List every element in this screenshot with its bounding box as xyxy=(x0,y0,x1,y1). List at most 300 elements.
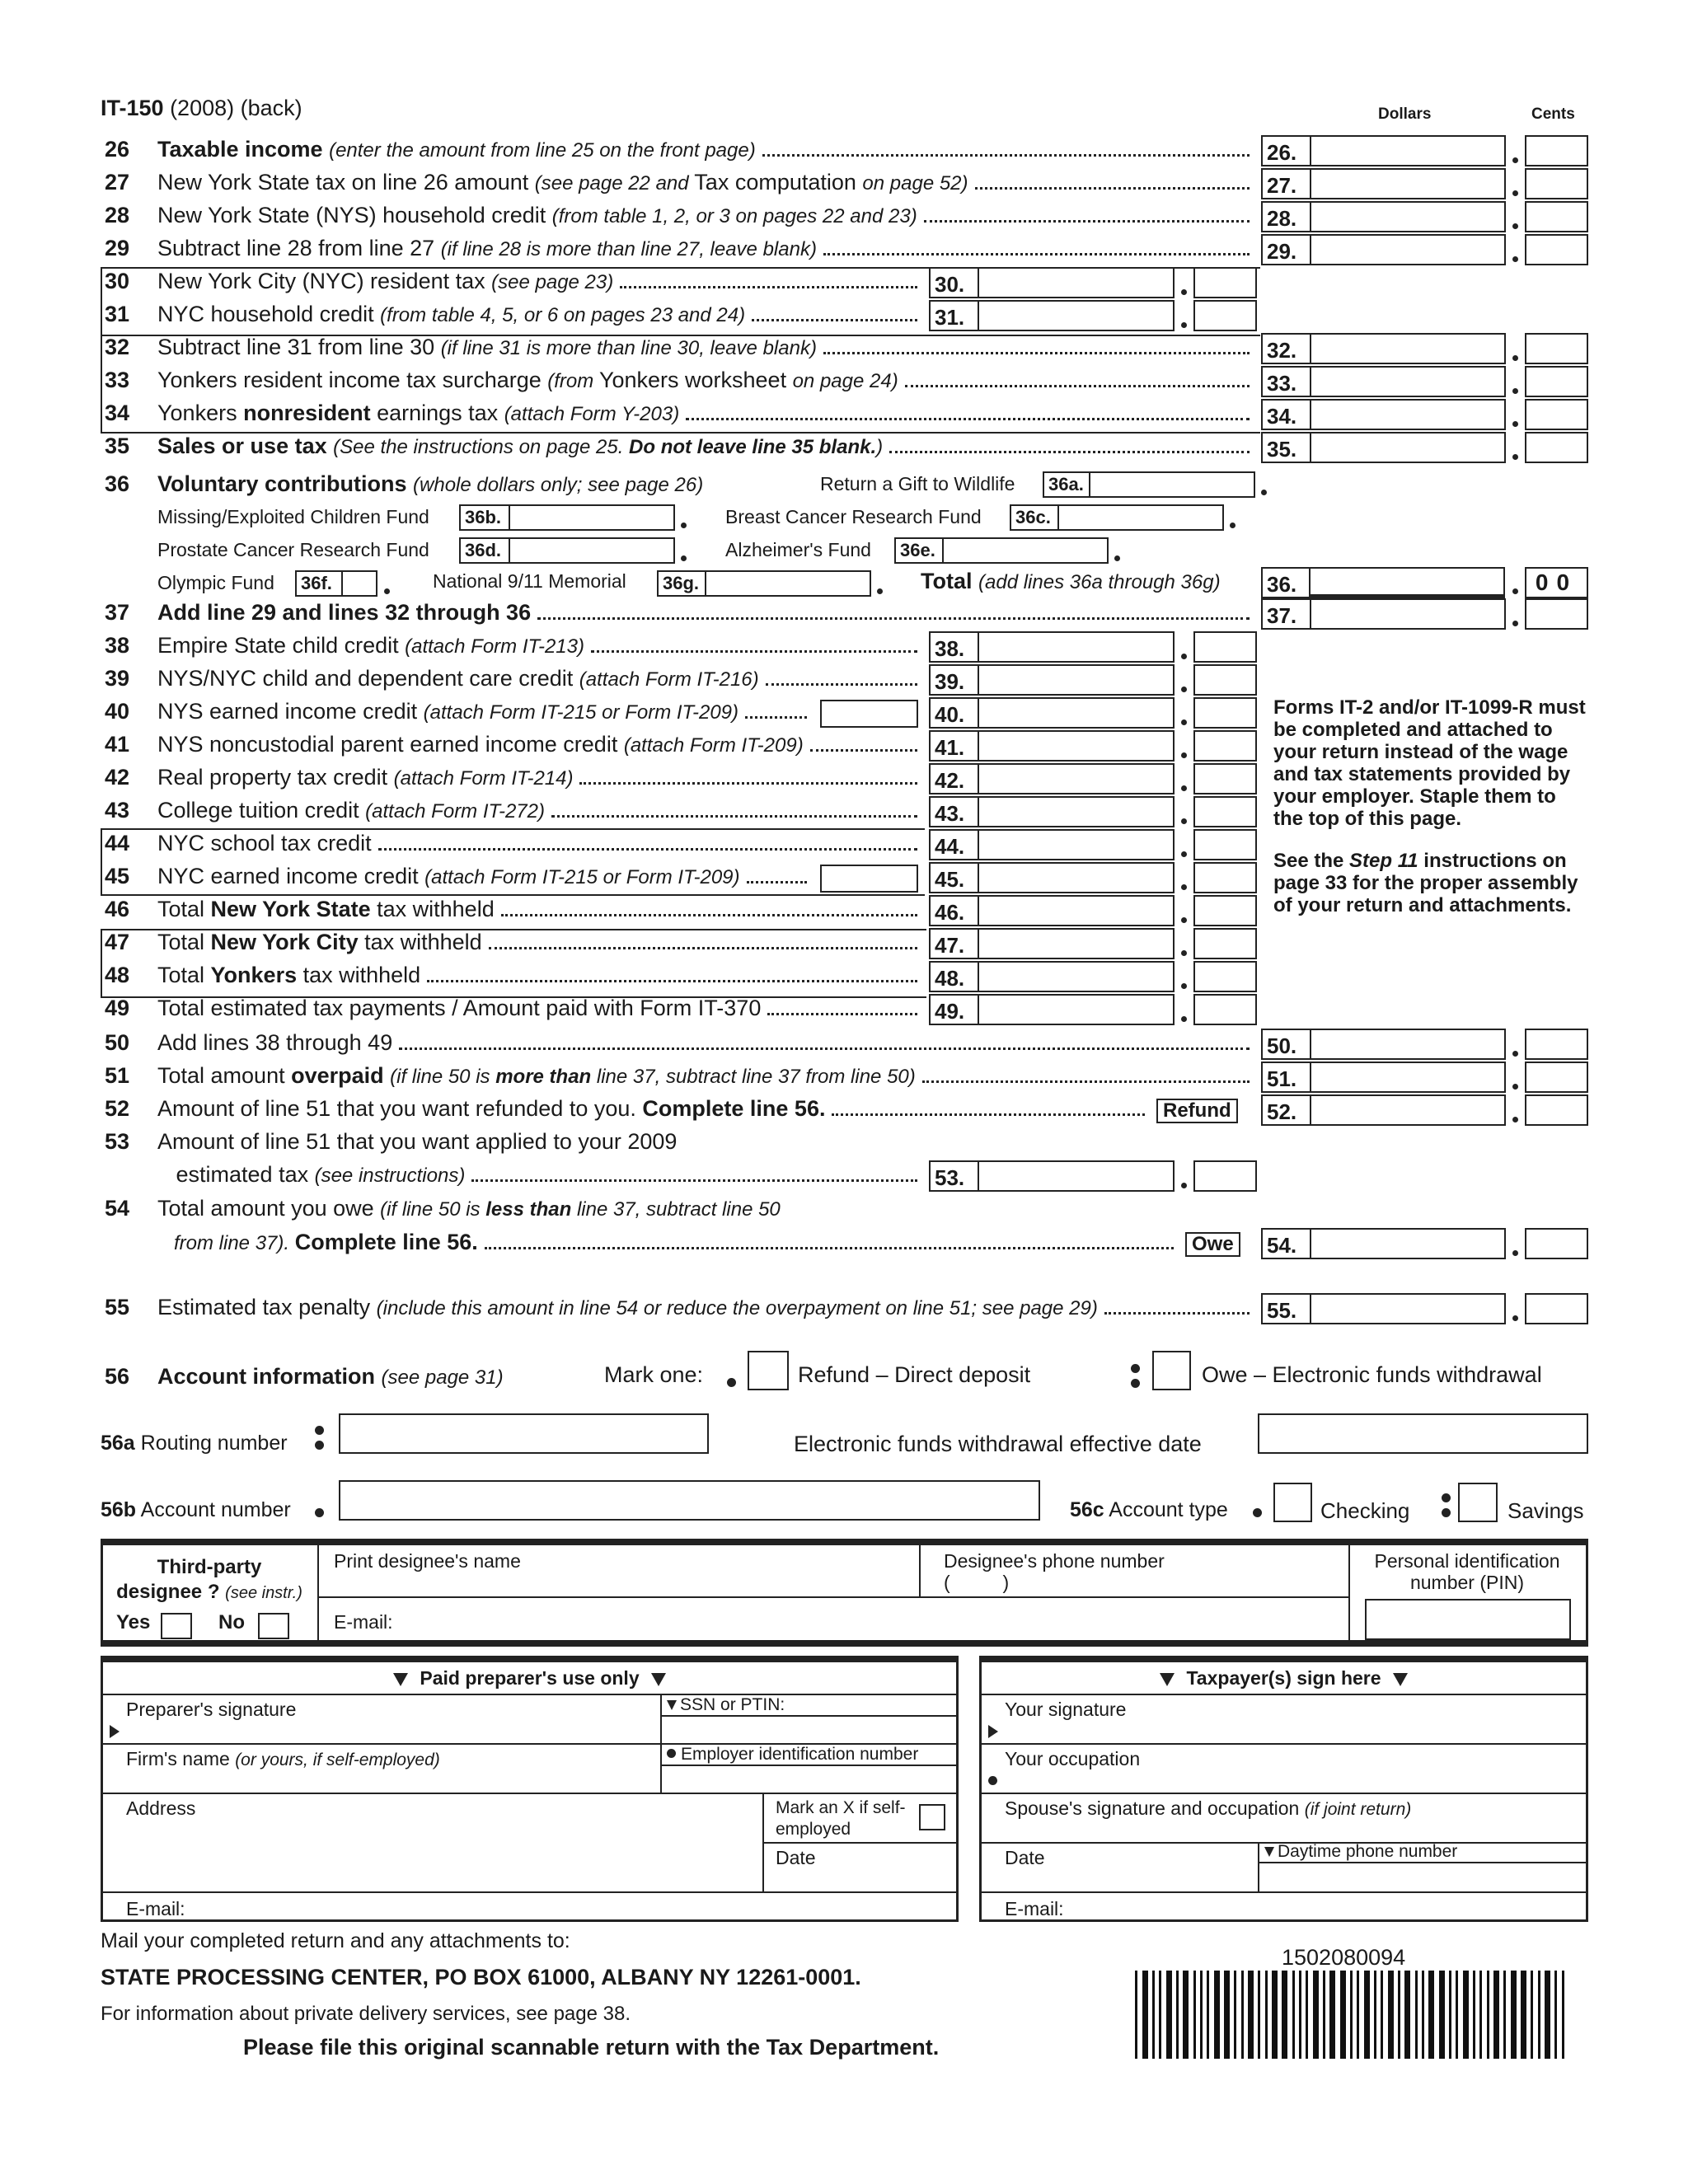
line-26-label: 26. xyxy=(1261,135,1311,166)
line-36a-label: 36a. xyxy=(1043,471,1090,498)
spouse-signature-field[interactable] xyxy=(1005,1797,1411,1820)
cents-header: Cents xyxy=(1531,105,1575,123)
ssn-label: SSN or PTIN: xyxy=(680,1695,785,1714)
divider xyxy=(762,1842,957,1844)
decimal-dot xyxy=(1512,1051,1518,1057)
divider xyxy=(103,1891,956,1893)
account-type-label xyxy=(1070,1498,1228,1522)
olympic-label: Olympic Fund xyxy=(157,572,274,593)
line-number: 56 xyxy=(105,1364,130,1389)
text-part: less than xyxy=(485,1198,577,1221)
line-36e-input[interactable] xyxy=(944,537,1109,564)
down-arrow-icon xyxy=(1160,1673,1175,1686)
line-27-label: 27. xyxy=(1261,168,1311,199)
line-27-cents-input[interactable] xyxy=(1525,168,1588,199)
line-28-cents-input[interactable] xyxy=(1525,201,1588,232)
wildlife-label: Return a Gift to Wildlife xyxy=(820,473,1015,494)
line-31-label: 31. xyxy=(929,300,979,331)
divider xyxy=(103,1694,956,1695)
line-43-dollars-input[interactable] xyxy=(979,796,1175,827)
line-38-dollars-input[interactable] xyxy=(979,631,1175,663)
attachment-note xyxy=(1273,696,1587,916)
line-number: 28 xyxy=(105,203,130,227)
barcode-bar xyxy=(1562,1971,1564,2059)
dot-leader xyxy=(747,881,807,883)
line-50-dollars-input[interactable] xyxy=(1311,1029,1506,1060)
text-part: (attach Form IT-215 or Form IT-209) xyxy=(423,701,739,724)
text-part: (if line 50 is xyxy=(390,1066,496,1088)
text-part: (include this amount in line 54 or reduce the overpayment on line 51; see page 29) xyxy=(376,1297,1098,1319)
line-53-label: 53. xyxy=(929,1160,979,1192)
text-part: NYC school tax credit xyxy=(157,831,372,855)
line-42-cents-input[interactable] xyxy=(1193,763,1257,794)
line-46-label: 46. xyxy=(929,895,979,926)
line-55-dollars-input[interactable] xyxy=(1311,1293,1506,1324)
dot-leader xyxy=(551,815,917,818)
divider xyxy=(1258,1842,1259,1891)
barcode-bar xyxy=(1207,1971,1209,2059)
line-description xyxy=(157,1026,392,1059)
line-description xyxy=(157,596,531,629)
divider xyxy=(919,1545,921,1596)
line-36a-input[interactable] xyxy=(1090,471,1255,498)
line-52-label: 52. xyxy=(1261,1094,1311,1126)
bullet-icon xyxy=(1253,1508,1262,1517)
nyc-bracket xyxy=(101,267,1260,336)
line-54-cents-input[interactable] xyxy=(1525,1228,1588,1259)
efw-date-label: Electronic funds withdrawal effective date xyxy=(794,1432,1202,1456)
line-48-cents-input[interactable] xyxy=(1193,961,1257,992)
text-part: Total amount you owe xyxy=(157,1196,381,1221)
line-50-label: 50. xyxy=(1261,1029,1311,1060)
alzheimers-label: Alzheimer's Fund xyxy=(725,539,871,560)
text-part: Total xyxy=(157,963,211,987)
barcode-bar xyxy=(1415,1971,1418,2059)
decimal-dot xyxy=(1181,917,1187,923)
line-43-cents-input[interactable] xyxy=(1193,796,1257,827)
line-36c-label: 36c. xyxy=(1010,504,1059,531)
self-employed-checkbox[interactable] xyxy=(919,1804,945,1830)
line-number: 31 xyxy=(105,302,130,326)
yonkers-bracket xyxy=(101,333,1260,434)
barcode-bar xyxy=(1241,1971,1244,2059)
text-part: Yonkers worksheet xyxy=(598,368,793,392)
line-number: 30 xyxy=(105,269,130,293)
text-part: (attach Form Y-203) xyxy=(504,403,680,425)
text-part: Tax computation xyxy=(694,170,863,194)
text-part: New York City xyxy=(210,930,365,954)
line-26-cents-input[interactable] xyxy=(1525,135,1588,166)
text-part: (attach Form IT-213) xyxy=(405,635,584,658)
decimal-dot xyxy=(1181,950,1187,956)
bullet-icon xyxy=(315,1508,324,1517)
line-55-cents-input[interactable] xyxy=(1525,1293,1588,1324)
line-36d-input[interactable] xyxy=(510,537,675,564)
line-42-dollars-input[interactable] xyxy=(979,763,1175,794)
dot-leader xyxy=(810,749,917,752)
dot-leader xyxy=(766,683,917,686)
memorial-label: National 9/11 Memorial xyxy=(433,570,626,592)
decimal-dot xyxy=(1261,490,1267,495)
line-40-dollars-input[interactable] xyxy=(979,697,1175,729)
designee-name-field[interactable]: Print designee's name xyxy=(334,1550,521,1572)
daytime-phone-field[interactable] xyxy=(1264,1842,1457,1862)
line-54-dollars-input[interactable] xyxy=(1311,1228,1506,1259)
line-39-label: 39. xyxy=(929,664,979,696)
line-32-dollars-input[interactable] xyxy=(1311,333,1506,364)
divider xyxy=(101,894,925,896)
line-56c-number: 56c xyxy=(1070,1498,1104,1521)
line-34-label: 34. xyxy=(1261,399,1311,430)
line-number: 33 xyxy=(105,368,130,392)
line-51-dollars-input[interactable] xyxy=(1311,1062,1506,1093)
savings-label: Savings xyxy=(1507,1498,1584,1523)
bullet-icon xyxy=(315,1426,324,1435)
yes-label: Yes xyxy=(116,1611,151,1633)
line-number: 45 xyxy=(105,864,130,888)
line-description xyxy=(157,1158,465,1193)
line-35-dollars-input[interactable] xyxy=(1311,432,1506,463)
preparer-signature-field[interactable]: Preparer's signature xyxy=(126,1699,297,1720)
decimal-dot xyxy=(1181,983,1187,989)
text-part: earnings tax xyxy=(377,401,504,425)
text-part: NYS noncustodial parent earned income credit xyxy=(157,732,624,757)
pin-input[interactable] xyxy=(1365,1599,1571,1640)
barcode-bar xyxy=(1439,1971,1445,2059)
nyc-credit-bracket xyxy=(101,828,102,894)
designee-email-field[interactable]: E-mail: xyxy=(334,1611,393,1633)
barcode-bar xyxy=(1511,1971,1517,2059)
barcode-bar xyxy=(1364,1971,1370,2059)
line-53-row xyxy=(105,1125,907,1158)
line-32-cents-input[interactable] xyxy=(1525,333,1588,364)
routing-number-input[interactable] xyxy=(339,1413,709,1454)
barcode-bar xyxy=(1521,1971,1526,2059)
barcode-bar xyxy=(1388,1971,1394,2059)
text-part: Amount of line 51 that you want applied to your 2009 xyxy=(157,1129,678,1154)
dot-leader xyxy=(537,617,1250,620)
text-part: Total amount xyxy=(157,1063,292,1088)
line-45-cents-input[interactable] xyxy=(1193,862,1257,893)
text-part: Yonkers resident income tax surcharge xyxy=(157,368,548,392)
bullet-icon xyxy=(1442,1493,1451,1502)
bullet-icon xyxy=(1442,1508,1451,1517)
checking-checkbox[interactable] xyxy=(1273,1483,1312,1522)
line-47-dollars-input[interactable] xyxy=(979,928,1175,959)
line-50-row xyxy=(105,1026,1254,1059)
ein-field[interactable] xyxy=(667,1745,918,1765)
dot-leader xyxy=(832,1113,1145,1116)
line-37-dollars-input[interactable] xyxy=(1311,598,1506,630)
routing-label-text: Routing number xyxy=(140,1432,288,1455)
barcode-bar xyxy=(1234,1971,1236,2059)
line-description xyxy=(157,629,584,663)
line-36-dollars-input[interactable] xyxy=(1311,567,1505,598)
dot-leader xyxy=(378,848,917,851)
line-number: 46 xyxy=(105,897,130,921)
dot-leader xyxy=(591,650,917,653)
barcode-bar xyxy=(1503,1971,1506,2059)
your-occupation-field[interactable]: Your occupation xyxy=(1005,1748,1141,1769)
decimal-dot xyxy=(1512,355,1518,361)
barcode-bar xyxy=(1193,1971,1196,2059)
line-52-cents-input[interactable] xyxy=(1525,1094,1588,1126)
barcode-bar xyxy=(1152,1971,1155,2059)
line-53-cents-input[interactable] xyxy=(1193,1160,1257,1192)
line-39-cents-input[interactable] xyxy=(1193,664,1257,696)
refund-direct-deposit-checkbox[interactable] xyxy=(748,1351,789,1390)
bullet-icon xyxy=(988,1776,997,1785)
taxpayer-email-field[interactable]: E-mail: xyxy=(1005,1898,1064,1919)
line-55-label: 55. xyxy=(1261,1293,1311,1324)
dot-leader xyxy=(823,253,1250,255)
barcode-bar xyxy=(1456,1971,1458,2059)
down-arrow-icon xyxy=(393,1673,408,1686)
ein-label: Employer identification number xyxy=(681,1745,919,1764)
text-part: tax withheld xyxy=(302,963,421,987)
line-46-cents-input[interactable] xyxy=(1193,895,1257,926)
text-part: College tuition credit xyxy=(157,798,366,823)
line-41-dollars-input[interactable] xyxy=(979,730,1175,762)
line-number: 53 xyxy=(105,1129,130,1154)
line-36g-label: 36g. xyxy=(657,570,706,597)
line-description xyxy=(157,199,917,233)
efw-date-input[interactable] xyxy=(1258,1413,1588,1454)
self-employed-label: Mark an X if self-employed xyxy=(776,1798,906,1839)
your-signature-field[interactable]: Your signature xyxy=(1005,1699,1127,1720)
line-number: 49 xyxy=(105,996,130,1020)
line-34-cents-input[interactable] xyxy=(1525,399,1588,430)
decimal-dot xyxy=(1512,588,1518,594)
attachment-note-p1: Forms IT-2 and/or IT-1099-R must be completed and attached to your return instead of the wage and tax statements provided by your employer. Staple them to the top of this page. xyxy=(1273,696,1586,830)
line-33-dollars-input[interactable] xyxy=(1311,366,1506,397)
line-number: 35 xyxy=(105,434,130,458)
line-27-row xyxy=(105,166,1254,199)
text-part: (See the instructions on page 25. xyxy=(333,436,630,458)
bullet-icon xyxy=(1131,1364,1140,1373)
attachment-note-p2 xyxy=(1273,850,1587,916)
barcode-bar xyxy=(1292,1971,1295,2059)
line-description xyxy=(157,1291,1098,1325)
line-55-row xyxy=(105,1291,1254,1324)
line-56-note: (see page 31) xyxy=(381,1366,504,1389)
barcode-bar xyxy=(1183,1971,1189,2059)
barcode-bar xyxy=(1531,1971,1533,2059)
line-56-row xyxy=(105,1360,504,1393)
decimal-dot xyxy=(1512,1315,1518,1321)
line-45-label: 45. xyxy=(929,862,979,893)
owe-efw-checkbox[interactable] xyxy=(1152,1351,1191,1390)
line-number: 54 xyxy=(105,1196,130,1221)
owe-tag: Owe xyxy=(1185,1232,1240,1257)
decimal-dot xyxy=(1512,1084,1518,1090)
line-36g-input[interactable] xyxy=(706,570,871,597)
line-52-dollars-input[interactable] xyxy=(1311,1094,1506,1126)
line-54-row xyxy=(105,1226,1179,1258)
down-arrow-icon xyxy=(1264,1847,1274,1857)
divider xyxy=(103,1793,956,1794)
decimal-dot xyxy=(681,555,687,561)
line-26-row xyxy=(105,133,1254,166)
ssn-ptin-field[interactable] xyxy=(667,1695,785,1715)
line-47-cents-input[interactable] xyxy=(1193,928,1257,959)
line-28-row xyxy=(105,199,1254,232)
decimal-dot xyxy=(1181,719,1187,725)
text-part: (from table 4, 5, or 6 on pages 23 and 24) xyxy=(380,304,746,326)
text-part: Complete line 56. xyxy=(294,1230,478,1254)
see-instr: (see instr.) xyxy=(225,1584,302,1602)
line-49-cents-input[interactable] xyxy=(1193,994,1257,1025)
dot-leader xyxy=(767,1013,917,1015)
line-description xyxy=(157,761,573,795)
pointer-arrow-icon xyxy=(988,1725,998,1742)
line-36c-input[interactable] xyxy=(1059,504,1224,531)
line-43-label: 43. xyxy=(929,796,979,827)
text-part: tax withheld xyxy=(377,897,495,921)
barcode-bar xyxy=(1449,1971,1451,2059)
text-part: Taxable income xyxy=(157,137,330,162)
line-description xyxy=(157,695,738,729)
text-part: line 37, subtract line 37 from line 50) xyxy=(596,1066,916,1088)
line-41-cents-input[interactable] xyxy=(1193,730,1257,762)
text-part: overpaid xyxy=(291,1063,391,1088)
text-part: Add line 29 and lines 32 through 36 xyxy=(157,600,532,625)
line-26-dollars-input[interactable] xyxy=(1311,135,1506,166)
pin-label: Personal identification number (PIN) xyxy=(1374,1550,1560,1593)
line-48-dollars-input[interactable] xyxy=(979,961,1175,992)
decimal-dot xyxy=(1181,1016,1187,1022)
bullet-icon xyxy=(667,1749,676,1758)
preparer-date-field[interactable]: Date xyxy=(776,1847,816,1868)
prostate-cancer-label: Prostate Cancer Research Fund xyxy=(157,539,429,560)
taxpayer-date-field[interactable]: Date xyxy=(1005,1847,1045,1868)
barcode xyxy=(1135,1971,1567,2059)
line-39-row xyxy=(105,662,922,695)
line-51-label: 51. xyxy=(1261,1062,1311,1093)
line-33-cents-input[interactable] xyxy=(1525,366,1588,397)
designee-phone-field[interactable]: Designee's phone number xyxy=(944,1550,1165,1572)
line-27-dollars-input[interactable] xyxy=(1311,168,1506,199)
line-36-label: 36. xyxy=(1261,567,1311,598)
line-29-dollars-input[interactable] xyxy=(1311,234,1506,265)
line-45-side-input[interactable] xyxy=(820,865,918,893)
barcode-bar xyxy=(1422,1971,1424,2059)
line-51-cents-input[interactable] xyxy=(1525,1062,1588,1093)
text-part: (enter the amount from line 25 on the front page) xyxy=(329,139,756,162)
line-38-cents-input[interactable] xyxy=(1193,631,1257,663)
savings-checkbox[interactable] xyxy=(1458,1483,1498,1522)
line-35-cents-input[interactable] xyxy=(1525,432,1588,463)
designee-yes-checkbox[interactable] xyxy=(161,1613,192,1639)
line-46-dollars-input[interactable] xyxy=(979,895,1175,926)
line-number: 38 xyxy=(105,633,130,658)
firm-name-field[interactable] xyxy=(126,1748,440,1770)
decimal-dot xyxy=(877,588,883,594)
line-36f-input[interactable] xyxy=(343,570,377,597)
line-36-cents: 00 xyxy=(1525,567,1588,598)
line-40-label: 40. xyxy=(929,697,979,729)
line-39-dollars-input[interactable] xyxy=(979,664,1175,696)
text-part: NYC household credit xyxy=(157,302,381,326)
line-37-cents-input[interactable] xyxy=(1525,598,1588,630)
line-28-dollars-input[interactable] xyxy=(1311,201,1506,232)
account-number-input[interactable] xyxy=(339,1480,1040,1521)
bullet-icon xyxy=(727,1378,736,1387)
barcode-bar xyxy=(1258,1971,1260,2059)
decimal-dot xyxy=(1181,654,1187,659)
line-29-cents-input[interactable] xyxy=(1525,234,1588,265)
barcode-bar xyxy=(1404,1971,1410,2059)
text-part: ) xyxy=(876,436,884,458)
line-53-dollars-input[interactable] xyxy=(979,1160,1175,1192)
bullet-icon xyxy=(1131,1379,1140,1388)
form-year: (2008) (back) xyxy=(170,96,302,120)
line-40-cents-input[interactable] xyxy=(1193,697,1257,729)
taxpayer-sign-section xyxy=(979,1656,1588,1922)
line-description xyxy=(157,166,968,200)
text-part: (if line 28 is more than line 27, leave blank) xyxy=(440,238,817,260)
text-part: (attach Form IT-215 or Form IT-209) xyxy=(424,866,740,888)
divider xyxy=(982,1694,1586,1695)
divider xyxy=(1258,1862,1587,1863)
divider xyxy=(982,1743,1586,1745)
checking-label: Checking xyxy=(1320,1498,1410,1523)
line-48-label: 48. xyxy=(929,961,979,992)
line-40-row xyxy=(105,695,812,728)
line-40-side-input[interactable] xyxy=(820,700,918,728)
preparer-email-field[interactable]: E-mail: xyxy=(126,1898,185,1919)
dot-leader xyxy=(924,220,1250,223)
line-description xyxy=(157,662,759,696)
text-part: NYS earned income credit xyxy=(157,699,424,724)
line-45-dollars-input[interactable] xyxy=(979,862,1175,893)
line-description xyxy=(157,1092,825,1125)
line-44-dollars-input[interactable] xyxy=(979,829,1175,860)
line-49-dollars-input[interactable] xyxy=(979,994,1175,1025)
line-34-dollars-input[interactable] xyxy=(1311,399,1506,430)
line-50-cents-input[interactable] xyxy=(1525,1029,1588,1060)
divider xyxy=(101,828,925,830)
barcode-bar xyxy=(1323,1971,1325,2059)
title-line: Third-party xyxy=(157,1556,262,1578)
missing-children-label: Missing/Exploited Children Fund xyxy=(157,506,429,527)
divider xyxy=(660,1715,957,1717)
line-number: 47 xyxy=(105,930,130,954)
designee-no-checkbox[interactable] xyxy=(258,1613,289,1639)
preparer-title xyxy=(103,1667,956,1690)
line-44-row xyxy=(105,827,922,860)
line-56-title: Account information xyxy=(157,1364,375,1389)
account-type-text: Account type xyxy=(1109,1498,1228,1521)
barcode-bar xyxy=(1357,1971,1359,2059)
line-52-row xyxy=(105,1092,1150,1125)
barcode-bar xyxy=(1340,1971,1346,2059)
text-part: (attach Form IT-214) xyxy=(393,767,574,790)
line-number: 29 xyxy=(105,236,130,260)
line-38-label: 38. xyxy=(929,631,979,663)
dot-leader xyxy=(399,1047,1250,1050)
file-original-note: Please file this original scannable return with the Tax Department. xyxy=(243,2035,940,2060)
line-36b-input[interactable] xyxy=(510,504,675,531)
line-description xyxy=(157,1125,677,1158)
address-field[interactable]: Address xyxy=(126,1797,196,1819)
line-44-cents-input[interactable] xyxy=(1193,829,1257,860)
text-part: (from table 1, 2, or 3 on pages 22 and 23) xyxy=(551,205,917,227)
line-number: 48 xyxy=(105,963,130,987)
line-number: 50 xyxy=(105,1030,130,1055)
spouse-label: Spouse's signature and occupation xyxy=(1005,1797,1300,1819)
line-36-title: Voluntary contributions xyxy=(157,471,407,496)
